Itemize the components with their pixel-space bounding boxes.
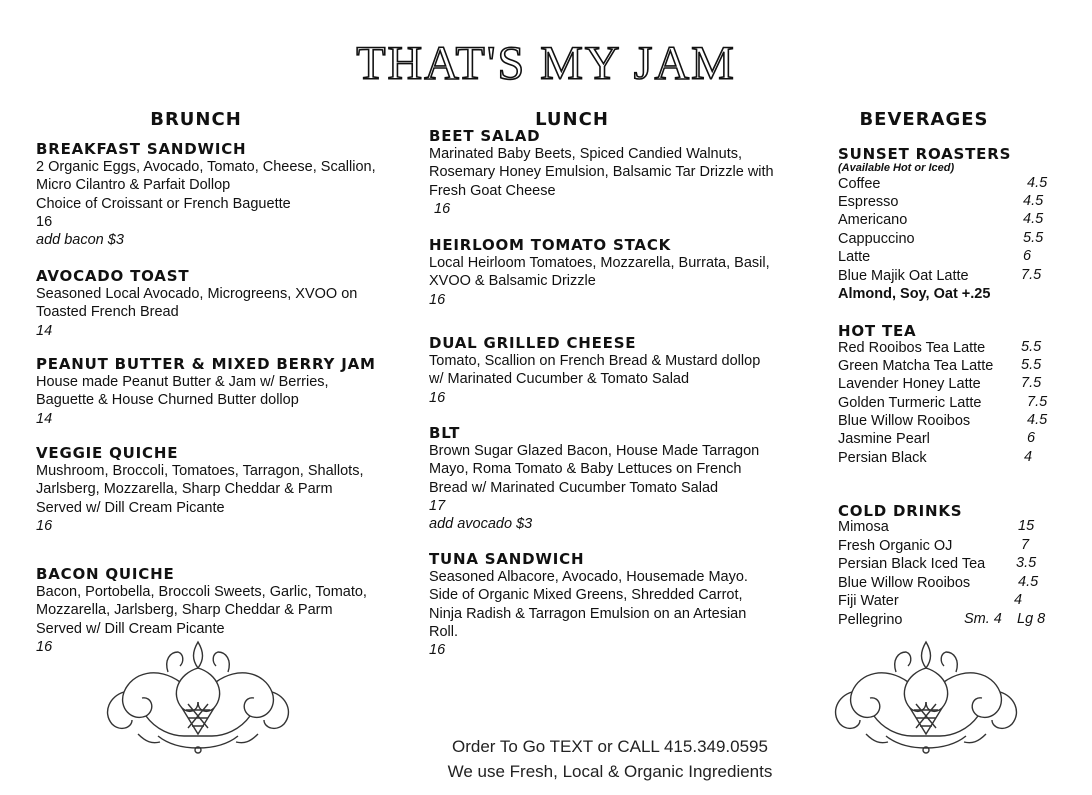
item-title: BLT — [429, 424, 461, 442]
item-title: TUNA SANDWICH — [429, 550, 585, 568]
item-price: 16 — [36, 638, 53, 655]
drink-name: Red Rooibos Tea Latte — [838, 340, 986, 356]
hot-tea-title: HOT TEA — [838, 322, 917, 340]
item-desc: Toasted French Bread — [36, 304, 179, 321]
item-desc: Mayo, Roma Tomato & Baby Lettuces on French — [429, 461, 742, 478]
drink-name: Blue Majik Oat Latte — [838, 268, 969, 284]
drink-name: Cappuccino — [838, 231, 915, 247]
item-price: 14 — [36, 410, 53, 427]
drink-name: Pellegrino — [838, 612, 903, 628]
drink-price: 7.5 — [1021, 375, 1042, 391]
drink-name: Green Matcha Tea Latte — [838, 358, 994, 374]
item-desc: XVOO & Balsamic Drizzle — [429, 273, 596, 290]
item-title: DUAL GRILLED CHEESE — [429, 334, 637, 352]
item-title: PEANUT BUTTER & MIXED BERRY JAM — [36, 355, 376, 373]
drink-price: 4 — [1024, 449, 1033, 465]
drink-name: Fresh Organic OJ — [838, 538, 953, 554]
order-info: Order To Go TEXT or CALL 415.349.0595 — [452, 737, 768, 756]
item-desc: Rosemary Honey Emulsion, Balsamic Tar Drizzle with — [429, 164, 774, 181]
item-desc: Tomato, Scallion on French Bread & Mustard dollop — [429, 353, 761, 369]
drink-name: Latte — [838, 249, 871, 265]
menu-item-breakfast-sandwich — [36, 140, 376, 249]
drink-name: Blue Willow Rooibos — [838, 575, 971, 591]
drink-price: 3.5 — [1016, 555, 1037, 571]
milk-options-note: Almond, Soy, Oat +.25 — [838, 286, 991, 302]
drink-name: Coffee — [838, 176, 881, 192]
drink-price: 6 — [1023, 248, 1032, 264]
item-desc: Mozzarella, Jarlsberg, Sharp Cheddar & Parm — [36, 602, 333, 619]
item-price: 16 — [429, 642, 446, 659]
item-price: 14 — [36, 322, 53, 339]
item-price: 16 — [429, 291, 446, 308]
drink-name: Lavender Honey Latte — [838, 376, 981, 392]
drink-name: Persian Black Iced Tea — [838, 556, 986, 572]
item-note: add bacon $3 — [36, 232, 124, 249]
menu-item-avocado-toast — [36, 267, 357, 340]
item-title: BEET SALAD — [429, 127, 541, 145]
menu-item-beet-salad — [429, 127, 774, 218]
item-desc: Bacon, Portobella, Broccoli Sweets, Garlic, Tomato, — [36, 584, 367, 600]
page-title: THAT'S MY JAM — [356, 37, 736, 90]
item-price: 16 — [36, 517, 53, 534]
item-desc: Seasoned Albacore, Avocado, Housemade Mayo. — [429, 569, 748, 585]
item-desc: Served w/ Dill Cream Picante — [36, 499, 225, 516]
item-title: BACON QUICHE — [36, 565, 175, 583]
drink-price: 5.5 — [1021, 357, 1042, 373]
drink-price-small: Sm. 4 — [964, 611, 1002, 627]
item-desc: House made Peanut Butter & Jam w/ Berries, — [36, 374, 329, 390]
item-desc: Local Heirloom Tomatoes, Mozzarella, Burrata, Basil, — [429, 255, 770, 271]
item-desc: Marinated Baby Beets, Spiced Candied Walnuts, — [429, 146, 742, 162]
item-desc: Served w/ Dill Cream Picante — [36, 620, 225, 637]
item-desc: Mushroom, Broccoli, Tomatoes, Tarragon, Shallots, — [36, 463, 364, 479]
menu-item-pb-jam — [36, 355, 376, 428]
drink-price: 4.5 — [1023, 211, 1044, 227]
item-desc: Baguette & House Churned Butter dollop — [36, 392, 299, 409]
sunset-roasters-title: SUNSET ROASTERS — [838, 145, 1012, 163]
item-price: 16 — [434, 200, 451, 217]
lunch-heading: LUNCH — [535, 109, 609, 130]
item-desc: 2 Organic Eggs, Avocado, Tomato, Cheese, Scallion, — [36, 159, 376, 175]
item-desc: Side of Organic Mixed Greens, Shredded Carrot, — [429, 587, 743, 604]
item-price: 17 — [429, 497, 446, 514]
item-desc: Ninja Radish & Tarragon Emulsion on an Artesian — [429, 605, 747, 622]
drink-price: 7.5 — [1021, 267, 1042, 283]
item-title: HEIRLOOM TOMATO STACK — [429, 236, 672, 254]
ingredients-info: We use Fresh, Local & Organic Ingredients — [447, 762, 773, 781]
drink-price-large: Lg 8 — [1017, 611, 1046, 627]
item-desc: Bread w/ Marinated Cucumber Tomato Salad — [429, 479, 719, 496]
drink-price: 4.5 — [1027, 412, 1048, 428]
menu-item-grilled-cheese — [429, 334, 760, 407]
beverages-heading: BEVERAGES — [859, 109, 989, 130]
item-desc: Choice of Croissant or French Baguette — [36, 195, 291, 212]
drink-name: Golden Turmeric Latte — [838, 395, 982, 411]
drink-price: 4.5 — [1027, 175, 1048, 191]
item-desc: Micro Cilantro & Parfait Dollop — [36, 177, 231, 194]
item-desc: Seasoned Local Avocado, Microgreens, XVOO on — [36, 286, 358, 302]
menu-item-blt — [429, 424, 759, 533]
item-desc: Fresh Goat Cheese — [429, 182, 556, 199]
drink-price: 4.5 — [1018, 574, 1039, 590]
drink-name: Americano — [838, 212, 908, 228]
menu-item-veggie-quiche — [36, 444, 363, 535]
drink-name: Persian Black — [838, 450, 927, 466]
item-note: add avocado $3 — [429, 516, 533, 533]
drink-price: 7 — [1021, 537, 1030, 553]
drink-price: 4.5 — [1023, 193, 1044, 209]
item-title: VEGGIE QUICHE — [36, 444, 179, 462]
item-title: BREAKFAST SANDWICH — [36, 140, 247, 158]
item-price: 16 — [36, 213, 53, 230]
menu-item-tuna-sandwich — [429, 550, 748, 659]
drink-price: 7.5 — [1027, 394, 1048, 410]
drink-price: 4 — [1014, 592, 1023, 608]
drink-price: 15 — [1018, 518, 1035, 534]
drink-price: 6 — [1027, 430, 1036, 446]
sunset-roasters-subtitle: (Available Hot or Iced) — [838, 162, 955, 174]
drink-name: Mimosa — [838, 519, 889, 535]
brunch-heading: BRUNCH — [150, 109, 242, 130]
drink-name: Fiji Water — [838, 593, 899, 609]
item-title: AVOCADO TOAST — [36, 267, 190, 285]
item-desc: Brown Sugar Glazed Bacon, House Made Tarragon — [429, 443, 760, 459]
drink-price: 5.5 — [1023, 230, 1044, 246]
drink-name: Espresso — [838, 194, 899, 210]
drink-price: 5.5 — [1021, 339, 1042, 355]
cold-drinks-title: COLD DRINKS — [838, 502, 963, 520]
drink-name: Jasmine Pearl — [838, 431, 930, 447]
drink-name: Blue Willow Rooibos — [838, 413, 971, 429]
item-price: 16 — [429, 389, 446, 406]
item-desc: w/ Marinated Cucumber & Tomato Salad — [429, 371, 690, 388]
menu-item-heirloom-tomato — [429, 236, 770, 309]
item-desc: Jarlsberg, Mozzarella, Sharp Cheddar & Parm — [36, 481, 333, 498]
item-desc: Roll. — [429, 623, 459, 640]
